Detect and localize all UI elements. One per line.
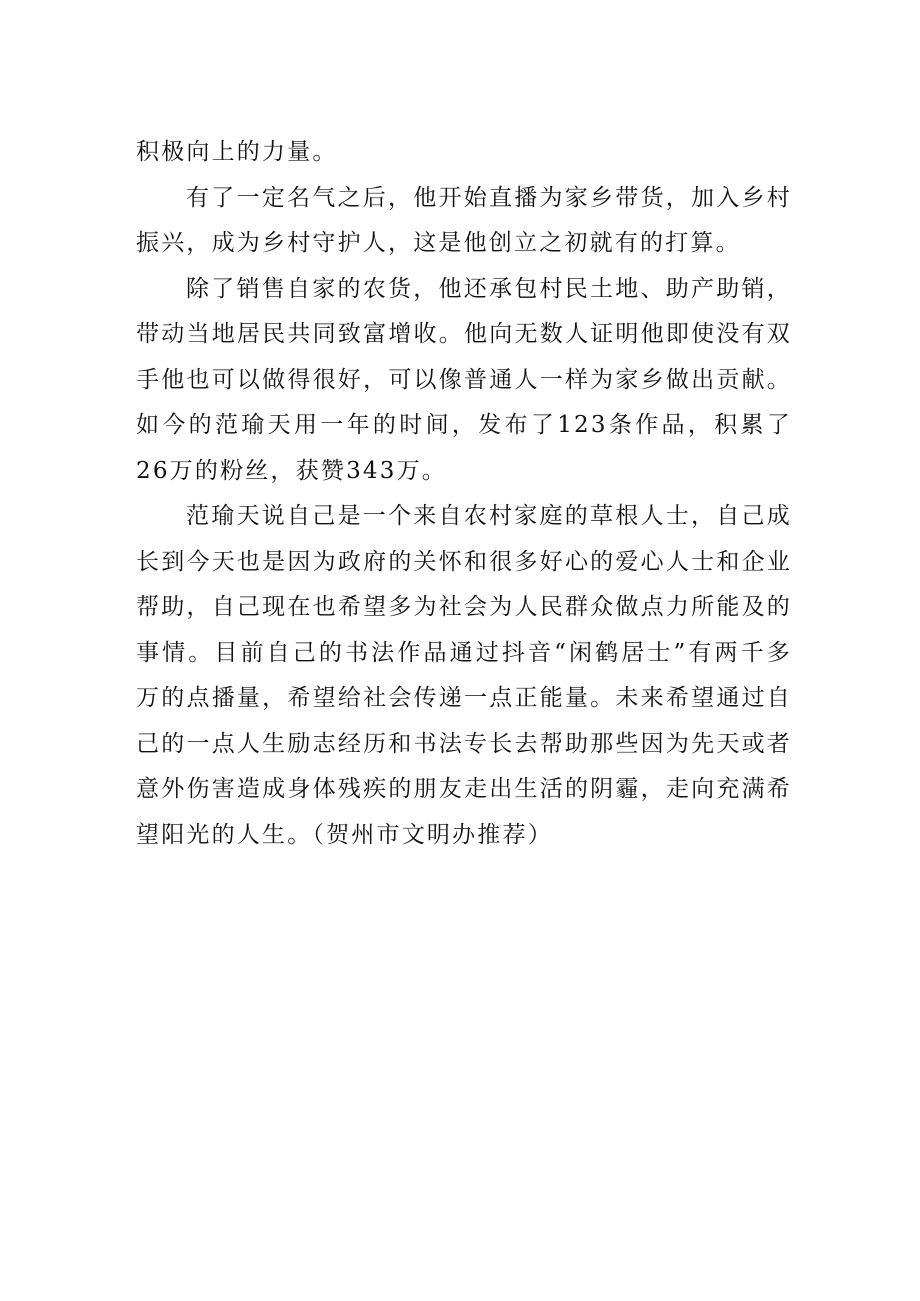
- paragraph-continuation: 积极向上的力量。: [136, 139, 338, 165]
- paragraph-aspirations: 范瑜天说自己是一个来自农村家庭的草根人士，自己成长到今天也是因为政府的关怀和很多好心的爱心人士和企业帮助，自己现在也希望多为社会为人民群众做点力所能及的事情。目前自己的书法作品通过抖音“闲鹤居士”有两千多万的点播量，希望给社会传递一点正能量。未来希望通过自己的一点人生励志经历和书法专长去帮助那些因为先天或者意外伤害造成身体残疾的朋友走出生活的阴霾，走向充满希望阳光的人生。（贺州市文明办推荐）: [136, 503, 792, 848]
- paragraph-livestream: 有了一定名气之后，他开始直播为家乡带货，加入乡村振兴，成为乡村守护人，这是他创立之初就有的打算。: [136, 184, 792, 256]
- paragraph-farm-sales: 除了销售自家的农货，他还承包村民土地、助产助销，带动当地居民共同致富增收。他向无数人证明他即使没有双手他也可以做得很好，可以像普通人一样为家乡做出贡献。如今的范瑜天用一年的时间，发布了123条作品，积累了26万的粉丝，获赞343万。: [136, 275, 792, 484]
- article-body: [136, 130, 792, 858]
